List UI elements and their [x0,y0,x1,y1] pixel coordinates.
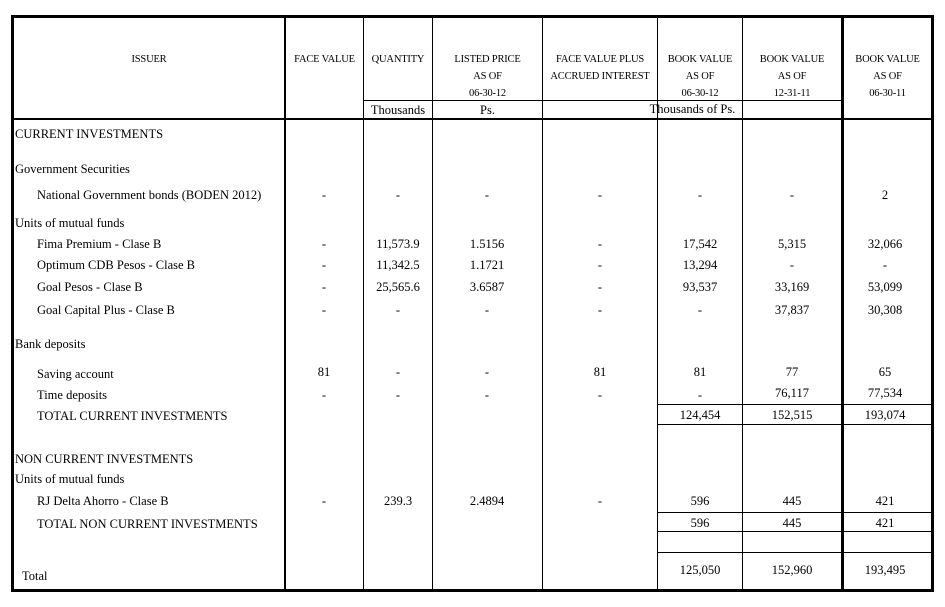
frame-top [11,15,934,18]
total-current-line-bottom [657,424,934,425]
cell-price: - [484,188,490,202]
row-label: National Government bonds (BODEN 2012) [37,188,262,202]
cell-book-0611: - [882,258,888,272]
cell-price: 3.6587 [469,280,505,294]
cell-qty: - [395,188,401,202]
cell-book-0611: 32,066 [867,237,903,251]
row-label: Saving account [37,367,114,381]
row-label-total: Total [22,569,48,583]
cell-qty: - [395,303,401,317]
header-listed-price: LISTED PRICE AS OF 06-30-12 [454,54,521,99]
cell-qty: - [395,388,401,402]
cell-book-1211: 5,315 [777,237,807,251]
cell-book-1211: 445 [782,516,802,530]
cell-book-1211: 76,117 [775,386,809,400]
cell-face: 81 [317,365,331,379]
row-label: Time deposits [37,388,108,402]
header-book-0611: BOOK VALUE AS OF 06-30-11 [855,54,920,99]
cell-book-0611: 53,099 [867,280,903,294]
cell-qty: 239.3 [383,494,413,508]
cell-book-0612: - [697,388,703,402]
cell-face: - [321,388,327,402]
total-nc-line-top [657,512,934,513]
section-government: Government Securities [15,162,130,176]
cell-price: - [484,303,490,317]
cell-book-0612: 596 [690,516,710,530]
cell-book-0612: 17,542 [682,237,718,251]
cell-price: 2.4894 [469,494,505,508]
header-book-0612: BOOK VALUE AS OF 06-30-12 [667,54,733,99]
header-face-value: FACE VALUE [294,54,355,65]
header-bottom-line [11,118,934,120]
cell-fpi: - [597,188,603,202]
section-mutual-funds: Units of mutual funds [15,216,125,230]
cell-fpi: - [597,237,603,251]
cell-fpi: - [597,388,603,402]
header-face-plus-interest: FACE VALUE PLUS ACCRUED INTEREST [550,54,650,82]
frame-left [11,15,14,592]
cell-face: - [321,494,327,508]
col-sep-2 [363,15,364,592]
cell-face: - [321,188,327,202]
cell-fpi: - [597,258,603,272]
cell-book-0611: 193,495 [864,563,906,577]
cell-book-1211: 152,515 [771,408,813,422]
cell-book-0611: 65 [878,365,892,379]
cell-fpi: 81 [593,365,607,379]
unit-quantity: Thousands [370,103,426,117]
cell-book-1211: 37,837 [774,303,810,317]
cell-fpi: - [597,280,603,294]
cell-qty: 11,342.5 [376,258,420,272]
header-issuer: ISSUER [131,54,167,65]
row-label: Goal Pesos - Clase B [37,280,143,294]
row-label: Fima Premium - Clase B [37,237,162,251]
frame-bottom [11,589,934,592]
cell-book-0612: - [697,188,703,202]
cell-book-0611: 421 [875,494,895,508]
section-non-current: NON CURRENT INVESTMENTS [15,452,194,466]
cell-book-1211: - [789,188,795,202]
cell-book-0612: 596 [690,494,710,508]
row-label: RJ Delta Ahorro - Clase B [37,494,169,508]
cell-book-0612: 81 [693,365,707,379]
row-label: Optimum CDB Pesos - Clase B [37,258,195,272]
cell-book-0612: 93,537 [682,280,718,294]
cell-fpi: - [597,303,603,317]
cell-face: - [321,258,327,272]
unit-price: Ps. [480,103,495,117]
section-bank-deposits: Bank deposits [15,337,86,351]
cell-book-1211: 445 [782,494,802,508]
header-book-1211: BOOK VALUE AS OF 12-31-11 [759,54,825,99]
cell-qty: - [395,365,401,379]
cell-book-1211: 77 [785,365,799,379]
cell-face: - [321,237,327,251]
cell-face: - [321,303,327,317]
total-line-top [657,552,934,553]
cell-book-0612: 13,294 [682,258,718,272]
cell-book-0612: - [697,303,703,317]
total-nc-line-bottom [657,531,934,532]
row-label: Goal Capital Plus - Clase B [37,303,175,317]
header-quantity: QUANTITY [371,54,425,65]
section-current: CURRENT INVESTMENTS [15,127,164,141]
cell-book-1211: 152,960 [771,563,813,577]
cell-price: - [484,365,490,379]
cell-price: - [484,388,490,402]
cell-book-1211: - [789,258,795,272]
cell-book-0611: 77,534 [867,386,903,400]
cell-book-0611: 30,308 [867,303,903,317]
cell-qty: 11,573.9 [376,237,420,251]
cell-book-0612: 125,050 [679,563,721,577]
frame-right [931,15,934,592]
col-sep-1 [284,15,286,592]
cell-book-1211: 33,169 [774,280,810,294]
cell-book-0611: 421 [875,516,895,530]
unit-amounts: Thousands of Ps. [649,102,736,116]
cell-price: 1.1721 [469,258,505,272]
row-label-total-current: TOTAL CURRENT INVESTMENTS [37,409,228,423]
cell-fpi: - [597,494,603,508]
cell-book-0611: 193,074 [864,408,906,422]
row-label-total-non-current: TOTAL NON CURRENT INVESTMENTS [37,517,258,531]
cell-price: 1.5156 [469,237,505,251]
section-nc-mutual-funds: Units of mutual funds [15,472,125,486]
cell-qty: 25,565.6 [376,280,420,294]
cell-book-0612: 124,454 [679,408,721,422]
cell-book-0611: 2 [881,188,889,202]
cell-face: - [321,280,327,294]
total-current-line-top [657,404,934,405]
